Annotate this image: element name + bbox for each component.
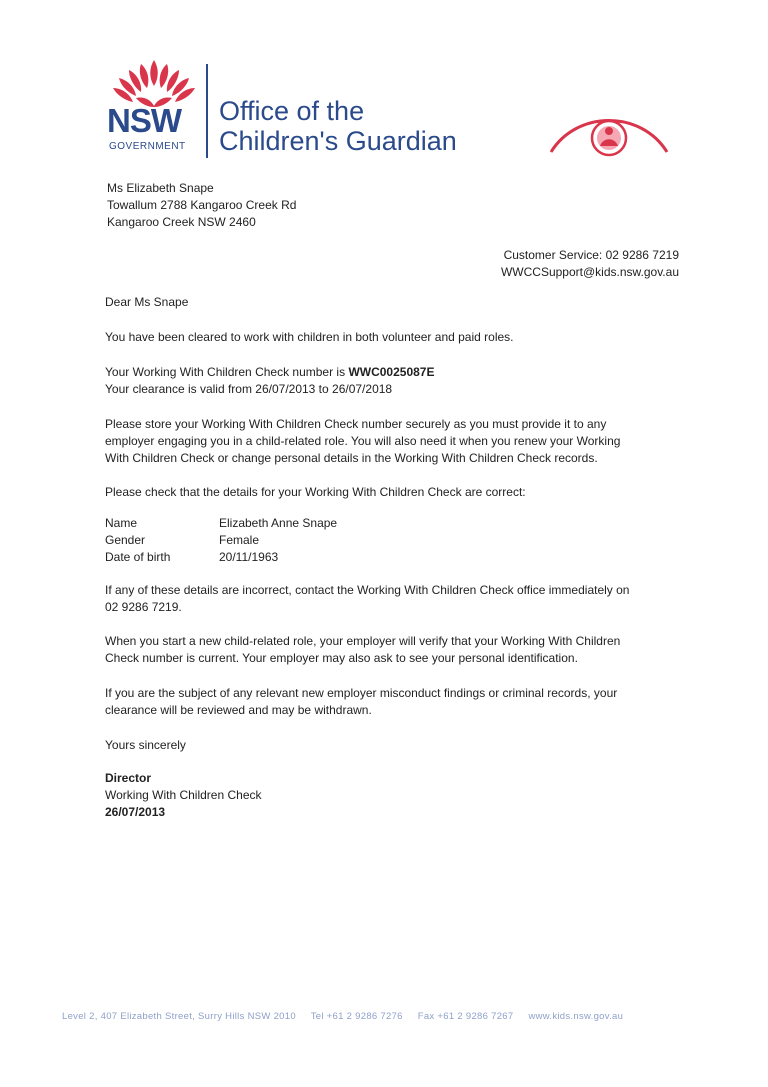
detail-row-dob: [105, 549, 337, 566]
storage-paragraph: [105, 416, 685, 467]
detail-row-gender: [105, 532, 337, 549]
salutation: Dear Ms Snape: [105, 295, 189, 309]
verify-line-1: When you start a new child-related role, your employer will verify that your Working With Children: [105, 634, 621, 648]
detail-value: Female: [219, 533, 260, 547]
footer-web[interactable]: www.kids.nsw.gov.au: [528, 1011, 624, 1022]
storage-line-2: employer engaging you in a child-related role. You will also need it when you renew your Working: [105, 434, 621, 448]
storage-line-1: Please store your Working With Children Check number securely as you must provide it to any: [105, 417, 607, 431]
details-table: [105, 515, 337, 566]
contact-block: [501, 247, 679, 281]
detail-label: Gender: [105, 533, 146, 547]
logo-divider: [206, 64, 208, 158]
footer-tel: Tel +61 2 9286 7276: [310, 1011, 403, 1022]
support-email[interactable]: WWCCSupport@kids.nsw.gov.au: [500, 265, 679, 279]
check-number-paragraph: [105, 364, 685, 398]
validity-line: Your clearance is valid from 26/07/2013 to 26/07/2018: [105, 382, 393, 396]
guardian-eye-icon: [547, 102, 671, 160]
signatory-dept: Working With Children Check: [105, 788, 262, 802]
detail-value: Elizabeth Anne Snape: [219, 516, 338, 530]
office-title-line1: Office of the: [219, 96, 365, 126]
detail-value: 20/11/1963: [219, 550, 279, 564]
nsw-wordmark: NSW: [107, 102, 181, 139]
footer: [62, 1011, 635, 1022]
storage-line-3: With Children Check or change personal details in the Working With Children Check records.: [105, 451, 598, 465]
detail-row-name: [105, 515, 337, 532]
detail-label: Name: [105, 516, 138, 530]
government-label: GOVERNMENT: [109, 141, 186, 152]
employer-verify-paragraph: [105, 633, 685, 667]
incorrect-line-2: 02 9286 7219.: [105, 600, 182, 614]
recipient-address: [107, 180, 296, 231]
check-number-prefix: Your Working With Children Check number is: [105, 365, 349, 379]
recipient-locality: Kangaroo Creek NSW 2460: [107, 215, 256, 229]
footer-fax: Fax +61 2 9286 7267: [417, 1011, 514, 1022]
closing: Yours sincerely: [105, 738, 186, 752]
recipient-name: Ms Elizabeth Snape: [107, 181, 214, 195]
clearance-paragraph: You have been cleared to work with children in both volunteer and paid roles.: [105, 330, 514, 344]
verify-line-2: Check number is current. Your employer may also ask to see your personal identification.: [105, 651, 578, 665]
office-title-line2: Children's Guardian: [219, 126, 457, 156]
signature-date: 26/07/2013: [105, 805, 166, 819]
check-number: WWC0025087E: [348, 365, 435, 379]
check-number-line: [105, 364, 685, 381]
signatory-title: Director: [105, 771, 152, 785]
signature-block: [105, 770, 685, 821]
recipient-street: Towallum 2788 Kangaroo Creek Rd: [107, 198, 297, 212]
footer-address: Level 2, 407 Elizabeth Street, Surry Hills NSW 2010: [62, 1011, 296, 1022]
misconduct-line-1: If you are the subject of any relevant new employer misconduct findings or criminal records, your: [105, 686, 618, 700]
incorrect-line-1: If any of these details are incorrect, contact the Working With Children Check office immediately on: [105, 583, 630, 597]
misconduct-paragraph: [105, 685, 685, 719]
detail-label: Date of birth: [105, 550, 171, 564]
check-details-intro: Please check that the details for your Working With Children Check are correct:: [105, 485, 526, 499]
misconduct-line-2: clearance will be reviewed and may be withdrawn.: [105, 703, 372, 717]
waratah-logo-icon: [111, 58, 197, 108]
customer-service-phone: Customer Service: 02 9286 7219: [503, 248, 679, 262]
incorrect-details-paragraph: [105, 582, 685, 616]
office-title: [219, 96, 457, 156]
